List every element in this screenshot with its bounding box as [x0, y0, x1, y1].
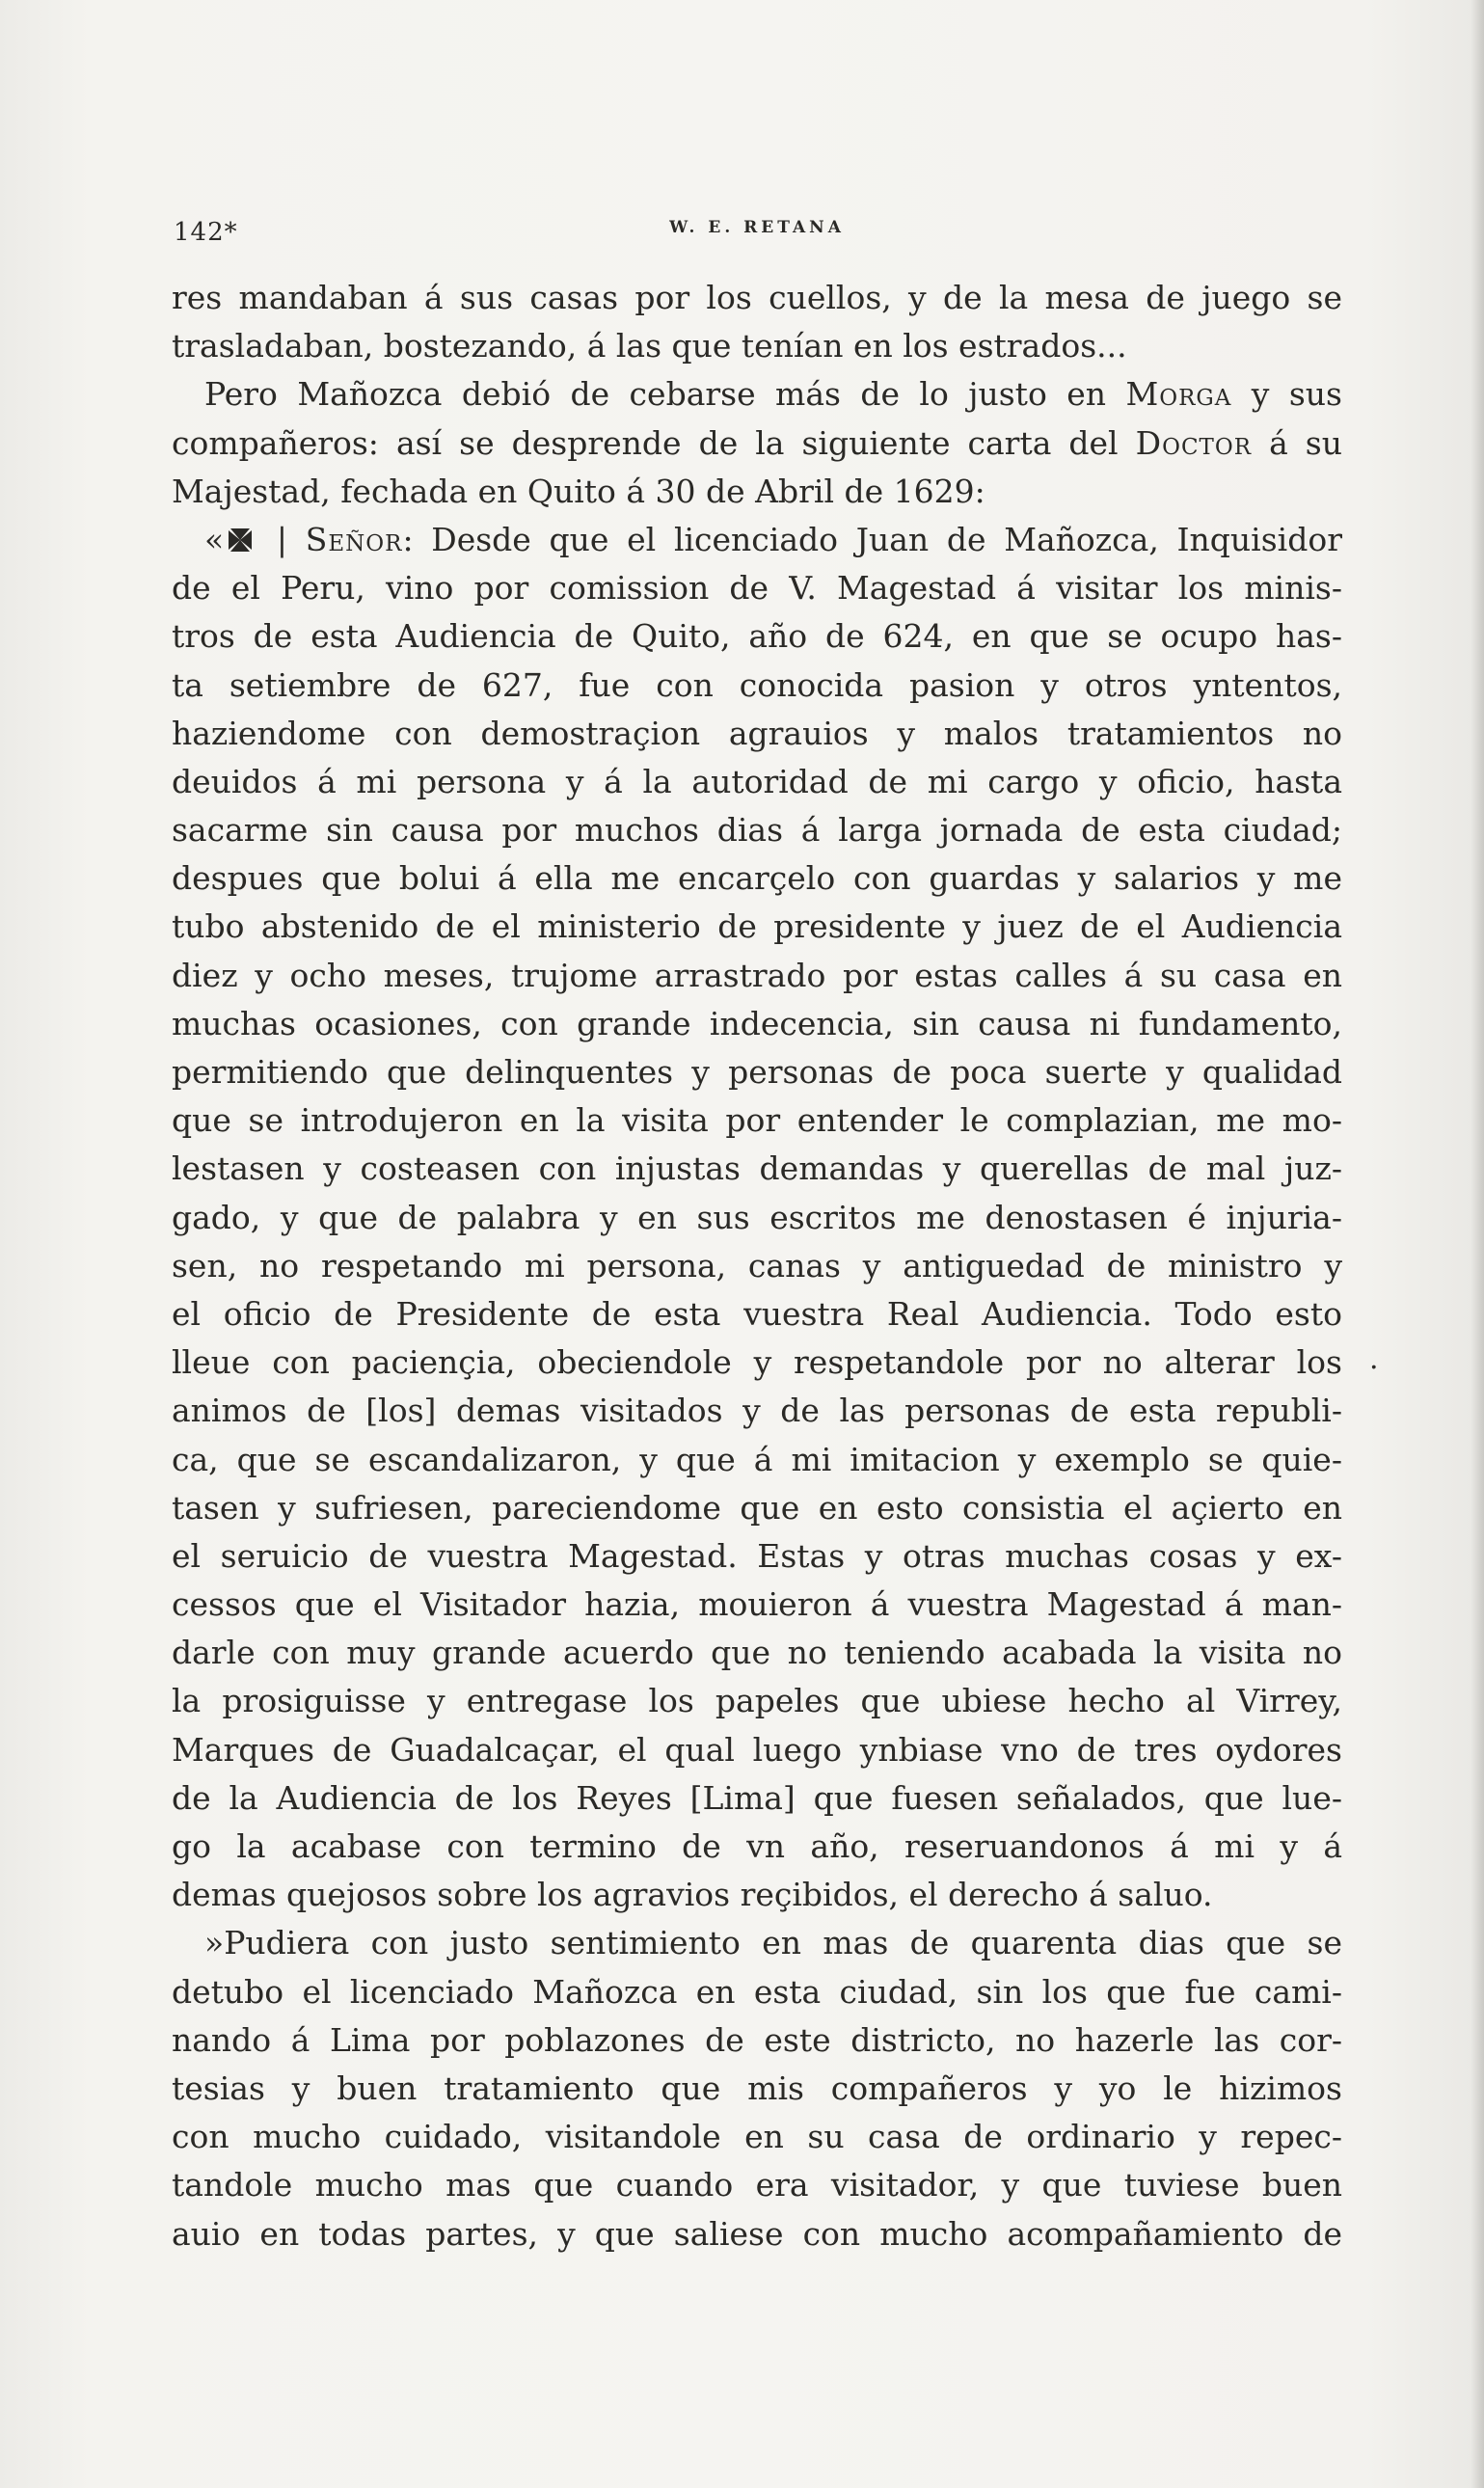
text-line: »Pudiera con justo sentimiento en mas de quarenta dias que se [204, 1924, 1342, 1962]
margin-mark: . [1369, 1342, 1379, 1376]
text-line: el seruicio de vuestra Magestad. Estas y otras muchas cosas y ex- [172, 1536, 1342, 1575]
text-line: de la Audiencia de los Reyes [Lima] que fuesen señalados, que lue- [172, 1778, 1342, 1817]
text-line: Majestad, fechada en Quito á 30 de Abril de 1629: [172, 472, 985, 510]
text-line: « | Señor: Desde que el licenciado Juan de Mañozca, Inquisidor [204, 520, 1342, 558]
text-line: tasen y sufriesen, pareciendome que en esto consistia el açierto en [172, 1488, 1342, 1527]
text-line: que se introdujeron en la visita por entender le complazian, me mo- [172, 1101, 1342, 1140]
text-line: trasladaban, bostezando, á las que tenían en los estrados... [172, 327, 1127, 365]
text-line: la prosiguisse y entregase los papeles que ubiese hecho al Virrey, [172, 1682, 1342, 1720]
page-header [174, 214, 1340, 253]
body-text [172, 274, 1342, 2258]
text-line: ta setiembre de 627, fue con conocida pasion y otros yntentos, [172, 665, 1342, 704]
text-line: haziendome con demostraçion agrauios y malos tratamientos no [172, 714, 1342, 752]
text-line: res mandaban á sus casas por los cuellos, y de la mesa de juego se [172, 279, 1342, 316]
text-line: tesias y buen tratamiento que mis compañeros y yo le hizimos [172, 2069, 1342, 2107]
text-line: lestasen y costeasen con injustas demandas y querellas de mal juz- [172, 1149, 1342, 1188]
text-line: deuidos á mi persona y á la autoridad de mi cargo y oficio, hasta [172, 762, 1342, 800]
text-line: nando á Lima por poblazones de este districto, no hazerle las cor- [172, 2020, 1342, 2059]
page-number: 142* [174, 218, 238, 247]
text-line: ca, que se escandalizaron, y que á mi imitacion y exemplo se quie- [172, 1440, 1342, 1478]
text-line: tubo abstenido de el ministerio de presidente y juez de el Audiencia [172, 907, 1342, 946]
text-line: tandole mucho mas que cuando era visitador, y que tuviese buen [172, 2166, 1342, 2204]
text-line: go la acabase con termino de vn año, reseruandonos á mi y á [172, 1827, 1342, 1865]
text-line: sen, no respetando mi persona, canas y antiguedad de ministro y [172, 1246, 1342, 1285]
text-line: sacarme sin causa por muchos dias á larga jornada de esta ciudad; [172, 811, 1342, 850]
maltese-cross-icon [226, 526, 255, 554]
text-line: auio en todas partes, y que saliese con mucho acompañamiento de [172, 2214, 1342, 2253]
text-line: el oficio de Presidente de esta vuestra Real Audiencia. Todo esto [172, 1294, 1342, 1333]
text-line: detubo el licenciado Mañozca en esta ciudad, sin los que fue cami- [172, 1972, 1342, 2011]
text-line: gado, y que de palabra y en sus escritos me denostasen é injuria- [172, 1198, 1342, 1236]
running-head: W. E. RETANA [669, 218, 845, 237]
text-line: demas quejosos sobre los agravios reçibidos, el derecho á saluo. [172, 1876, 1213, 1914]
text-line: Marques de Guadalcaçar, el qual luego ynbiase vno de tres oydores [172, 1730, 1342, 1769]
text-line: despues que bolui á ella me encarçelo con guardas y salarios y me [172, 859, 1342, 898]
text-line: muchas ocasiones, con grande indecencia, sin causa ni fundamento, [172, 1004, 1342, 1042]
text-line: con mucho cuidado, visitandole en su casa de ordinario y repec- [172, 2118, 1342, 2156]
text-line: tros de esta Audiencia de Quito, año de 624, en que se ocupo has- [172, 617, 1342, 656]
text-line: compañeros: así se desprende de la siguiente carta del Doctor á su [172, 423, 1342, 462]
text-line: cessos que el Visitador hazia, mouieron á vuestra Magestad á man- [172, 1585, 1342, 1624]
text-line: de el Peru, vino por comission de V. Magestad á visitar los minis- [172, 569, 1342, 608]
page-edge-shadow [1471, 0, 1484, 2488]
text-line: Pero Mañozca debió de cebarse más de lo justo en Morga y sus [204, 375, 1342, 414]
text-line: animos de [los] demas visitados y de las personas de esta republi- [172, 1392, 1342, 1430]
text-line: darle con muy grande acuerdo que no teniendo acabada la visita no [172, 1634, 1342, 1672]
text-line: permitiendo que delinquentes y personas de poca suerte y qualidad [172, 1053, 1342, 1091]
text-line: diez y ocho meses, trujome arrastrado por estas calles á su casa en [172, 956, 1342, 994]
text-line: lleue con paciençia, obeciendole y respetandole por no alterar los [172, 1343, 1342, 1382]
